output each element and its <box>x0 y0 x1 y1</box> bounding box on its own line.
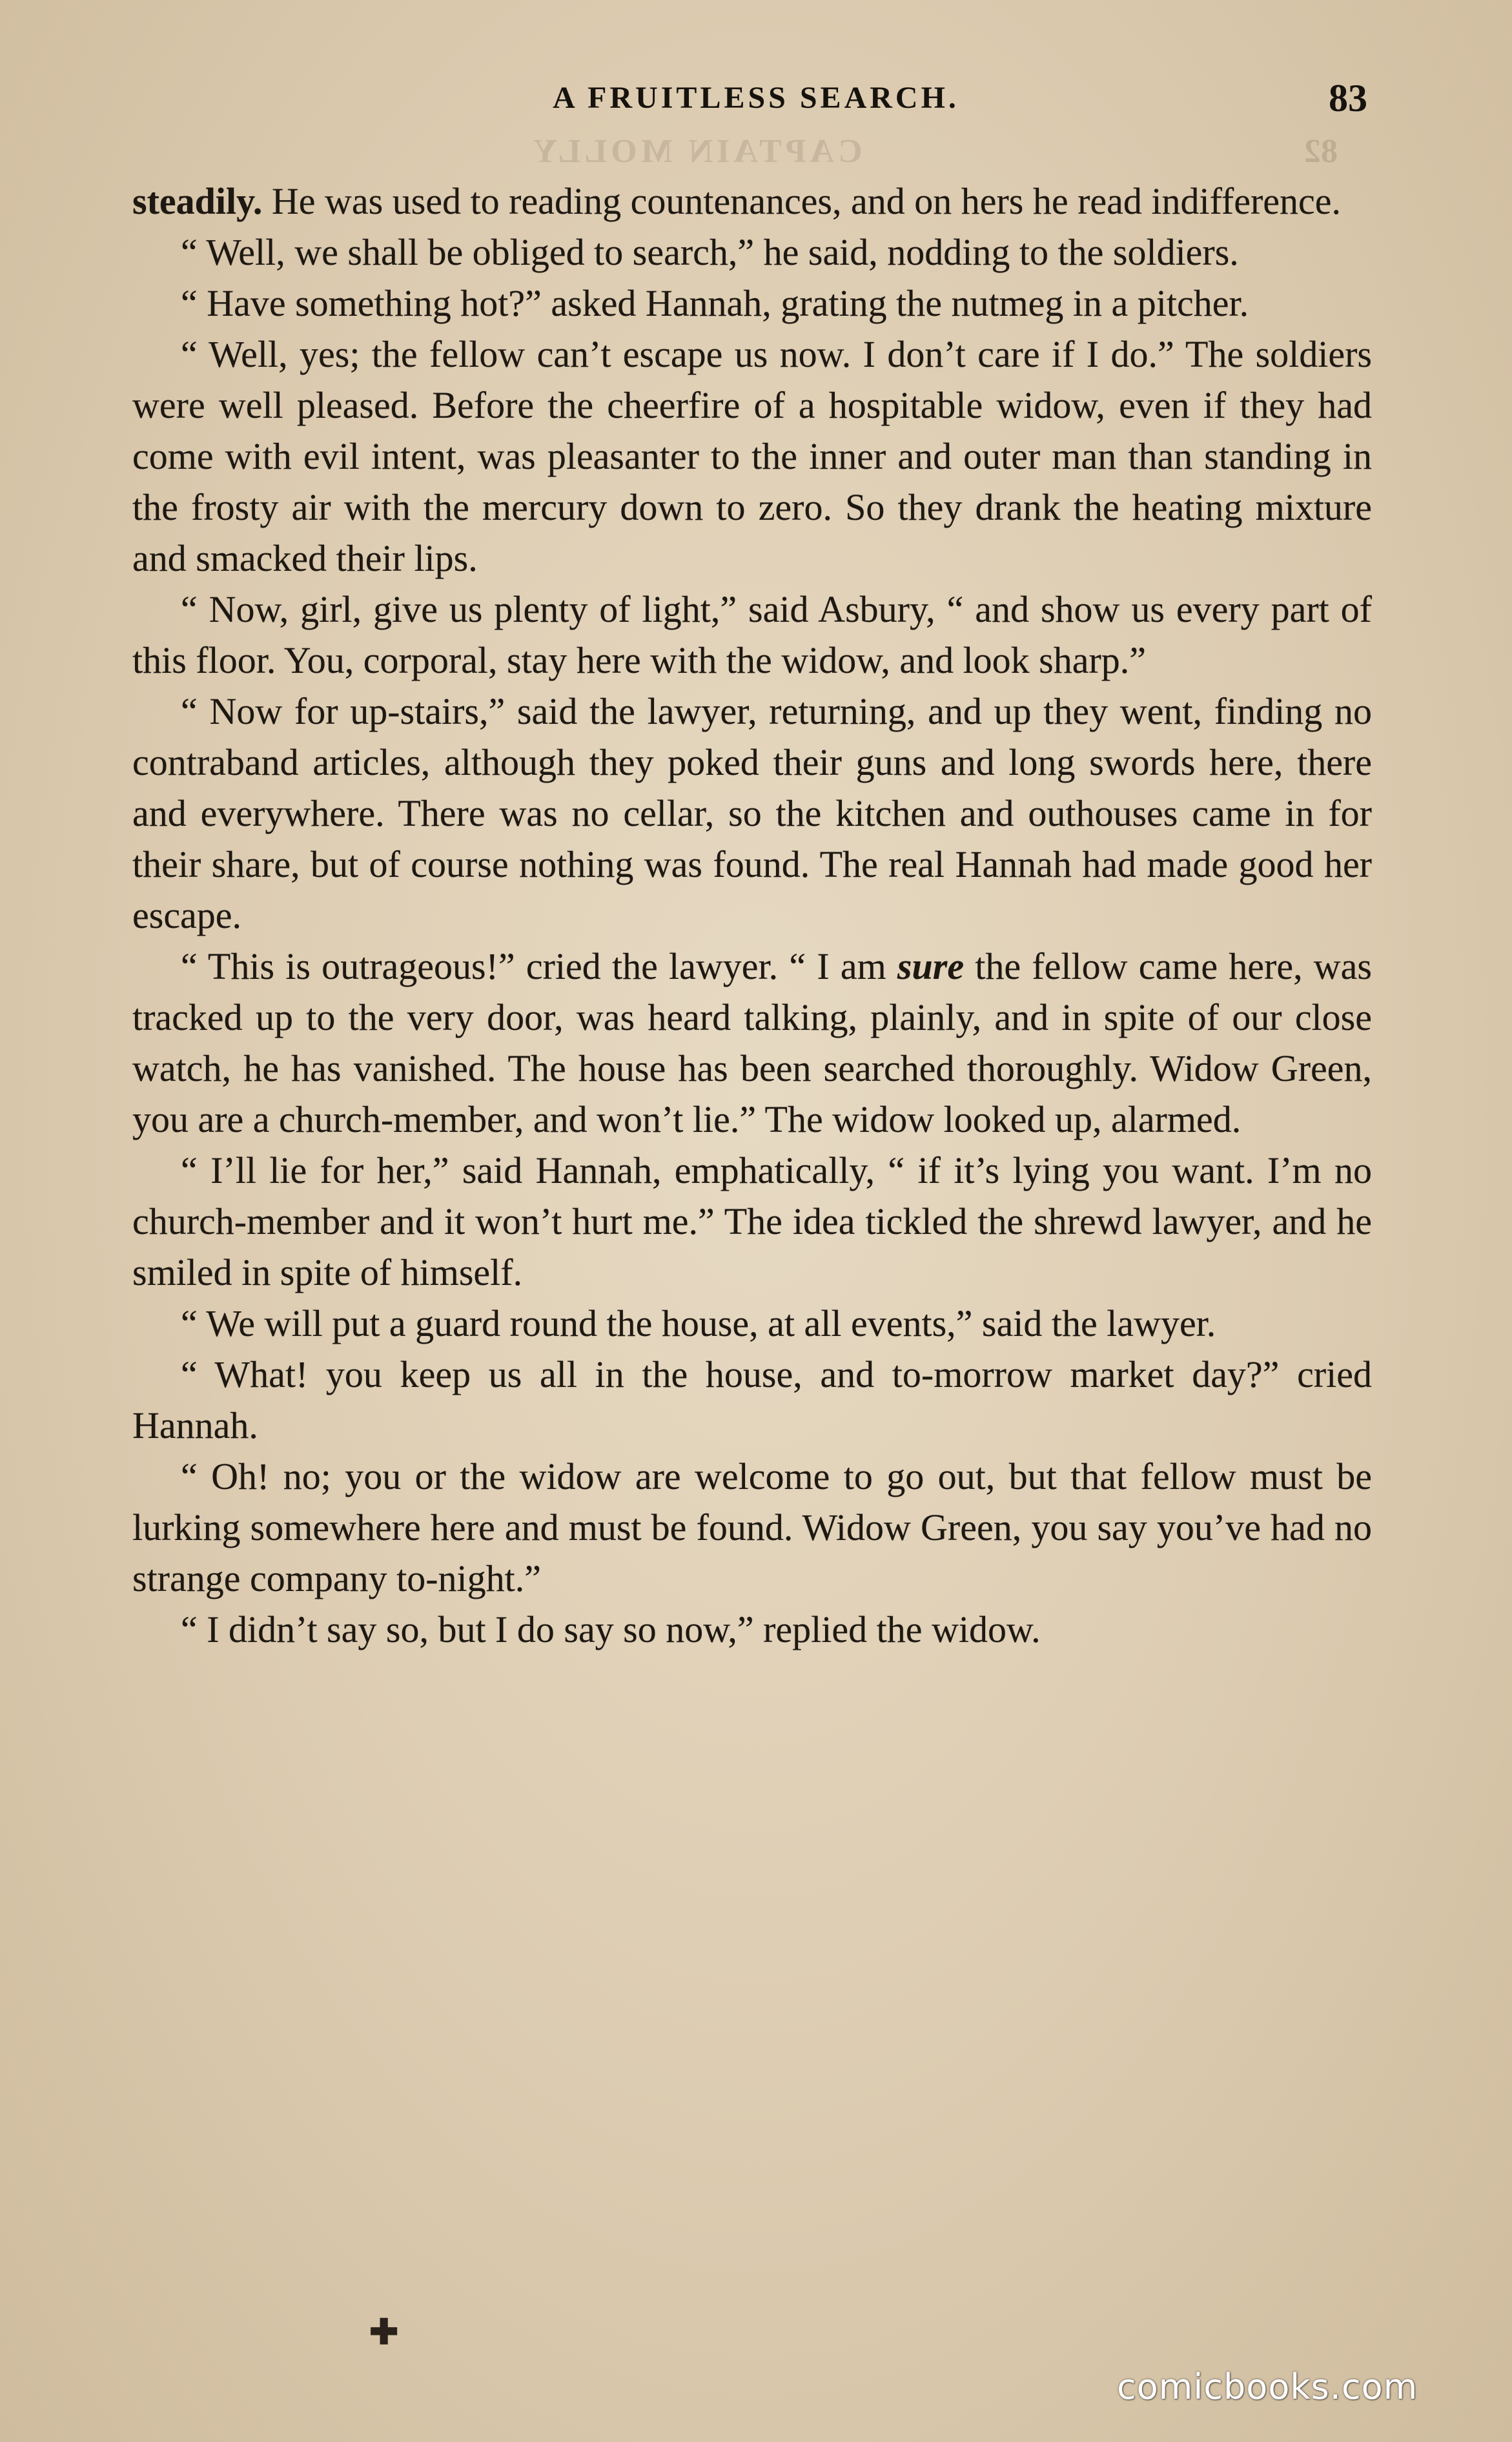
chapter-title: A FRUITLESS SEARCH. <box>553 81 959 115</box>
paragraph-1-rest: He was used to reading countenances, and on hers he read indifference. <box>262 180 1342 222</box>
running-head <box>0 76 1512 128</box>
paragraph-4: “ Well, yes; the fellow can’t escape us now. I don’t care if I do.” The soldiers were well pleased. Before the cheerfire of a hospitable widow, even if they had come with evil intent, was pleasanter to the inner and outer man than standing in the frosty air with the mercury down to zero. So they drank the heating mixture and smacked their lips. <box>132 333 1372 579</box>
paragraph-7-emphasis: sure <box>897 945 965 987</box>
paragraph-2: “ Well, we shall be obliged to search,” he said, nodding to the soldiers. <box>181 231 1239 273</box>
paragraph-3: “ Have something hot?” asked Hannah, grating the nutmeg in a pitcher. <box>181 282 1249 324</box>
paragraph-7-after: the fellow came here, was tracked up to the very door, was heard talking, plainly, and in spite of our close watch, he has vanished. The house has been searched thoroughly. Widow Green, you are a church-member, and won’t lie.” The widow looked up, alarmed. <box>132 945 1372 1140</box>
body-text <box>132 176 1372 1655</box>
paragraph-7 <box>132 941 1372 1145</box>
paragraph-12: “ I didn’t say so, but I do say so now,” replied the widow. <box>181 1608 1041 1650</box>
paragraph-8: “ I’ll lie for her,” said Hannah, emphatically, “ if it’s lying you want. I’m no church-member and it won’t hurt me.” The idea tickled the shrewd lawyer, and he smiled in spite of himself. <box>132 1149 1372 1293</box>
paragraph-5: “ Now, girl, give us plenty of light,” said Asbury, “ and show us every part of this floor. You, corporal, stay here with the widow, and look sharp.” <box>132 588 1372 681</box>
paragraph-6: “ Now for up-stairs,” said the lawyer, returning, and up they went, finding no contraband articles, although they poked their guns and long swords here, there and everywhere. There was no cellar, so the kitchen and outhouses came in for their share, but of course nothing was found. The real Hannah had made good her escape. <box>132 690 1372 936</box>
paragraph-10: “ What! you keep us all in the house, and to-morrow market day?” cried Hannah. <box>132 1353 1372 1446</box>
paragraph-9: “ We will put a guard round the house, at all events,” said the lawyer. <box>181 1302 1216 1344</box>
show-through-text: CAPTAIN MOLLY <box>529 133 863 170</box>
paragraph-1 <box>132 176 1372 227</box>
watermark-text: comicbooks.com <box>1117 2366 1418 2407</box>
page-number: 83 <box>1329 77 1367 119</box>
printers-mark: ✚ <box>369 2313 399 2352</box>
show-through-page-number: 82 <box>1304 133 1338 170</box>
paragraph-1-lead: steadily. <box>132 180 263 222</box>
paragraph-7-before: “ This is outrageous!” cried the lawyer. “ I am <box>181 945 897 987</box>
paragraph-11: “ Oh! no; you or the widow are welcome to go out, but that fellow must be lurking somewhere here and must be found. Widow Green, you say you’ve had no strange company to-night.” <box>132 1455 1372 1599</box>
